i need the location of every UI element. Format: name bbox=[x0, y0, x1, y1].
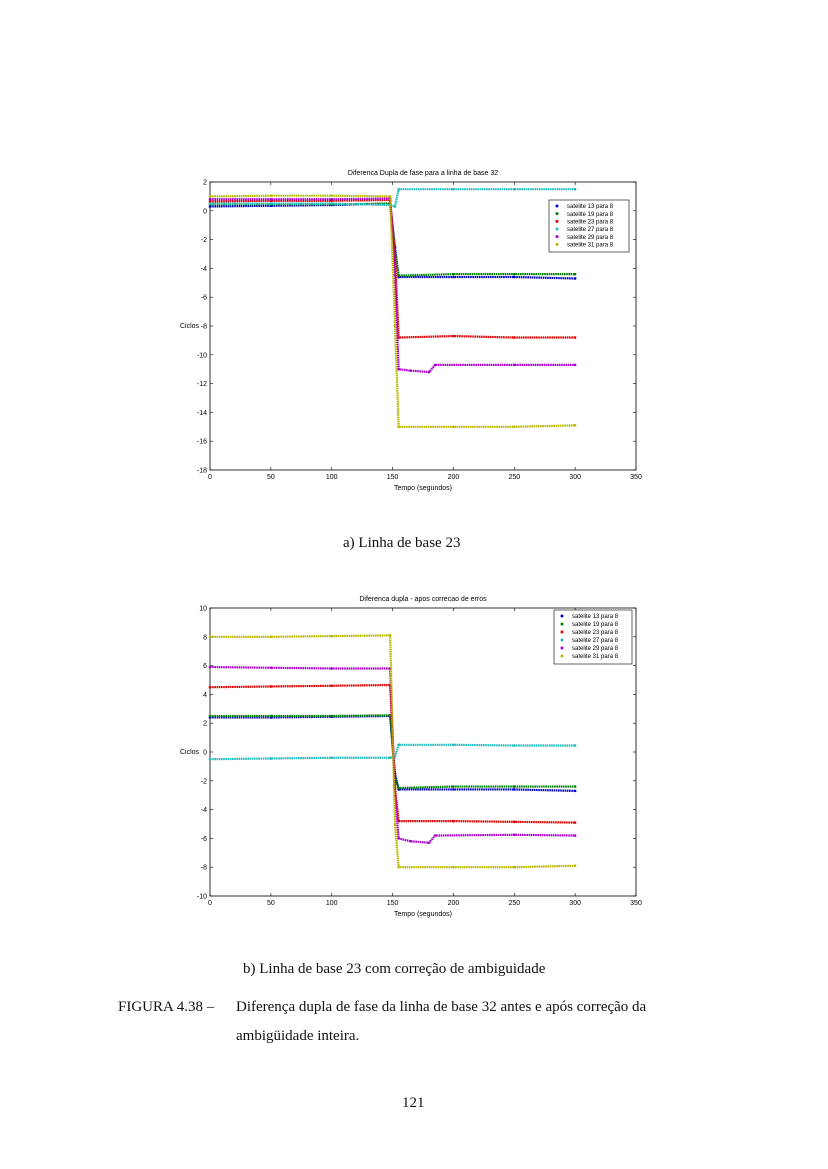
data-point bbox=[270, 685, 273, 688]
y-tick-label: -18 bbox=[196, 467, 207, 475]
y-tick-label: 2 bbox=[203, 179, 207, 187]
data-point bbox=[428, 371, 431, 374]
y-tick-label: -10 bbox=[196, 893, 207, 901]
x-tick-label: 100 bbox=[325, 474, 338, 481]
chart-title: Diferenca dupla - apos correcao de erros bbox=[359, 596, 487, 603]
y-tick-label: -14 bbox=[196, 409, 207, 417]
data-point bbox=[452, 744, 455, 747]
data-point bbox=[452, 785, 455, 788]
data-point bbox=[452, 788, 455, 791]
data-point bbox=[452, 820, 455, 823]
legend-label: satelite 29 para 8 bbox=[572, 646, 619, 653]
data-point bbox=[270, 715, 273, 718]
data-point bbox=[397, 787, 400, 790]
data-point bbox=[574, 821, 577, 824]
data-point bbox=[452, 866, 455, 869]
legend-marker bbox=[561, 655, 564, 658]
data-point bbox=[270, 666, 273, 669]
data-point bbox=[394, 823, 397, 826]
x-tick-label: 150 bbox=[386, 900, 399, 907]
y-tick-label: -2 bbox=[200, 237, 207, 245]
y-tick-label: 0 bbox=[203, 749, 207, 757]
x-tick-label: 250 bbox=[508, 900, 521, 907]
chart-title: Diferenca Dupla de fase para a linha de base 32 bbox=[347, 170, 499, 177]
x-tick-label: 300 bbox=[569, 474, 581, 481]
legend-label: satelite 19 para 8 bbox=[567, 211, 614, 218]
data-point bbox=[574, 277, 577, 280]
data-point bbox=[452, 335, 455, 338]
data-point bbox=[513, 364, 516, 367]
data-point bbox=[270, 198, 273, 201]
data-point bbox=[330, 198, 333, 201]
x-tick-label: 100 bbox=[325, 900, 338, 907]
data-point bbox=[513, 744, 516, 747]
data-point bbox=[513, 866, 516, 869]
data-point bbox=[574, 336, 577, 339]
x-tick-label: 300 bbox=[569, 900, 581, 907]
data-point bbox=[397, 274, 400, 277]
y-tick-label: 10 bbox=[199, 605, 207, 613]
data-point bbox=[513, 785, 516, 788]
y-tick-label: -8 bbox=[200, 864, 207, 872]
data-point bbox=[452, 273, 455, 276]
legend bbox=[549, 200, 629, 252]
data-point bbox=[330, 202, 333, 205]
data-point bbox=[574, 744, 577, 747]
y-tick-label: 4 bbox=[203, 691, 207, 699]
data-point bbox=[513, 821, 516, 824]
chart-top bbox=[180, 170, 642, 492]
legend-label: satelite 19 para 8 bbox=[572, 622, 619, 629]
data-point bbox=[574, 790, 577, 793]
legend-label: satelite 29 para 8 bbox=[567, 234, 614, 241]
data-point bbox=[270, 194, 273, 197]
data-point bbox=[330, 684, 333, 687]
data-point bbox=[209, 198, 212, 201]
data-point bbox=[574, 364, 577, 367]
data-point bbox=[513, 788, 516, 791]
data-point bbox=[330, 715, 333, 718]
series-line bbox=[210, 200, 575, 338]
y-tick-label: -10 bbox=[196, 352, 207, 360]
legend-label: satelite 23 para 8 bbox=[567, 219, 614, 226]
legend-label: satelite 13 para 8 bbox=[572, 614, 619, 621]
legend-marker bbox=[561, 647, 564, 650]
data-point bbox=[574, 273, 577, 276]
data-point bbox=[574, 188, 577, 191]
data-point bbox=[452, 426, 455, 429]
figure-caption-line2: ambigüidade inteira. bbox=[236, 1028, 360, 1044]
chart-bottom bbox=[180, 596, 642, 918]
series-line bbox=[210, 635, 575, 867]
data-point bbox=[209, 202, 212, 205]
data-point bbox=[574, 785, 577, 788]
y-axis-label: Ciclos bbox=[180, 323, 200, 330]
data-point bbox=[330, 667, 333, 670]
data-point bbox=[434, 834, 437, 837]
y-tick-label: -8 bbox=[200, 323, 207, 331]
legend-marker bbox=[561, 631, 564, 634]
y-tick-label: -4 bbox=[200, 807, 207, 815]
data-point bbox=[330, 635, 333, 638]
figure-caption-line1: Diferença dupla de fase da linha de base 32 antes e após correção da bbox=[236, 999, 647, 1015]
data-point bbox=[209, 636, 212, 639]
data-point bbox=[209, 758, 212, 761]
legend-marker bbox=[561, 623, 564, 626]
data-point bbox=[397, 188, 400, 191]
x-tick-label: 350 bbox=[630, 474, 642, 481]
x-tick-label: 250 bbox=[508, 474, 521, 481]
y-axis-label: Ciclos bbox=[180, 749, 200, 756]
x-axis-label: Tempo (segundos) bbox=[394, 485, 452, 492]
data-point bbox=[389, 634, 392, 637]
legend-marker bbox=[556, 205, 559, 208]
data-point bbox=[513, 336, 516, 339]
x-axis-label: Tempo (segundos) bbox=[394, 911, 452, 918]
data-point bbox=[410, 840, 413, 843]
legend-label: satelite 31 para 8 bbox=[567, 242, 614, 249]
legend-label: satelite 23 para 8 bbox=[572, 630, 619, 637]
data-point bbox=[513, 276, 516, 279]
legend-marker bbox=[556, 220, 559, 223]
data-point bbox=[410, 369, 413, 372]
y-tick-label: -12 bbox=[196, 381, 207, 389]
data-point bbox=[513, 273, 516, 276]
x-tick-label: 0 bbox=[208, 474, 212, 481]
x-tick-label: 50 bbox=[266, 474, 275, 481]
data-point bbox=[452, 276, 455, 279]
y-tick-label: 6 bbox=[203, 663, 207, 671]
x-tick-label: 350 bbox=[630, 900, 642, 907]
data-point bbox=[513, 426, 516, 429]
data-point bbox=[428, 841, 431, 844]
figure-label: FIGURA 4.38 – bbox=[118, 999, 215, 1015]
legend-marker bbox=[561, 639, 564, 642]
y-tick-label: -6 bbox=[200, 294, 207, 302]
data-point bbox=[394, 325, 397, 328]
caption-a: a) Linha de base 23 bbox=[343, 535, 461, 551]
data-point bbox=[389, 756, 392, 759]
legend bbox=[554, 610, 632, 664]
data-point bbox=[574, 864, 577, 867]
legend-label: satelite 13 para 8 bbox=[567, 204, 614, 211]
x-tick-label: 50 bbox=[266, 900, 275, 907]
data-point bbox=[209, 715, 212, 718]
legend-label: satelite 27 para 8 bbox=[572, 638, 619, 645]
page-number: 121 bbox=[402, 1095, 425, 1111]
data-point bbox=[209, 195, 212, 198]
y-tick-label: -2 bbox=[200, 778, 207, 786]
legend-marker bbox=[556, 212, 559, 215]
y-tick-label: -6 bbox=[200, 835, 207, 843]
data-point bbox=[513, 834, 516, 837]
x-tick-label: 200 bbox=[447, 474, 460, 481]
legend-marker bbox=[556, 235, 559, 238]
y-tick-label: -16 bbox=[196, 438, 207, 446]
y-tick-label: -4 bbox=[200, 265, 207, 273]
x-tick-label: 150 bbox=[386, 474, 399, 481]
data-point bbox=[209, 666, 212, 669]
data-point bbox=[397, 426, 400, 429]
data-point bbox=[513, 188, 516, 191]
y-tick-label: 2 bbox=[203, 720, 207, 728]
data-point bbox=[394, 205, 397, 208]
data-point bbox=[452, 188, 455, 191]
data-point bbox=[270, 757, 273, 760]
legend-marker bbox=[561, 615, 564, 618]
data-point bbox=[270, 202, 273, 205]
data-point bbox=[397, 837, 400, 840]
data-point bbox=[270, 636, 273, 639]
y-tick-label: 8 bbox=[203, 634, 207, 642]
data-point bbox=[397, 866, 400, 869]
series-6 bbox=[209, 634, 577, 868]
data-point bbox=[434, 364, 437, 367]
data-point bbox=[389, 195, 392, 198]
y-tick-label: 0 bbox=[203, 208, 207, 216]
data-point bbox=[330, 194, 333, 197]
legend-marker bbox=[556, 228, 559, 231]
caption-b: b) Linha de base 23 com correção de ambiguidade bbox=[243, 961, 546, 977]
legend-label: satelite 31 para 8 bbox=[572, 654, 619, 661]
data-point bbox=[574, 424, 577, 427]
series-line bbox=[210, 189, 575, 206]
x-tick-label: 0 bbox=[208, 900, 212, 907]
legend-marker bbox=[556, 243, 559, 246]
data-point bbox=[574, 834, 577, 837]
data-point bbox=[209, 686, 212, 689]
legend-label: satelite 27 para 8 bbox=[567, 227, 614, 234]
data-point bbox=[397, 368, 400, 371]
data-point bbox=[397, 744, 400, 747]
data-point bbox=[330, 756, 333, 759]
x-tick-label: 200 bbox=[447, 900, 460, 907]
